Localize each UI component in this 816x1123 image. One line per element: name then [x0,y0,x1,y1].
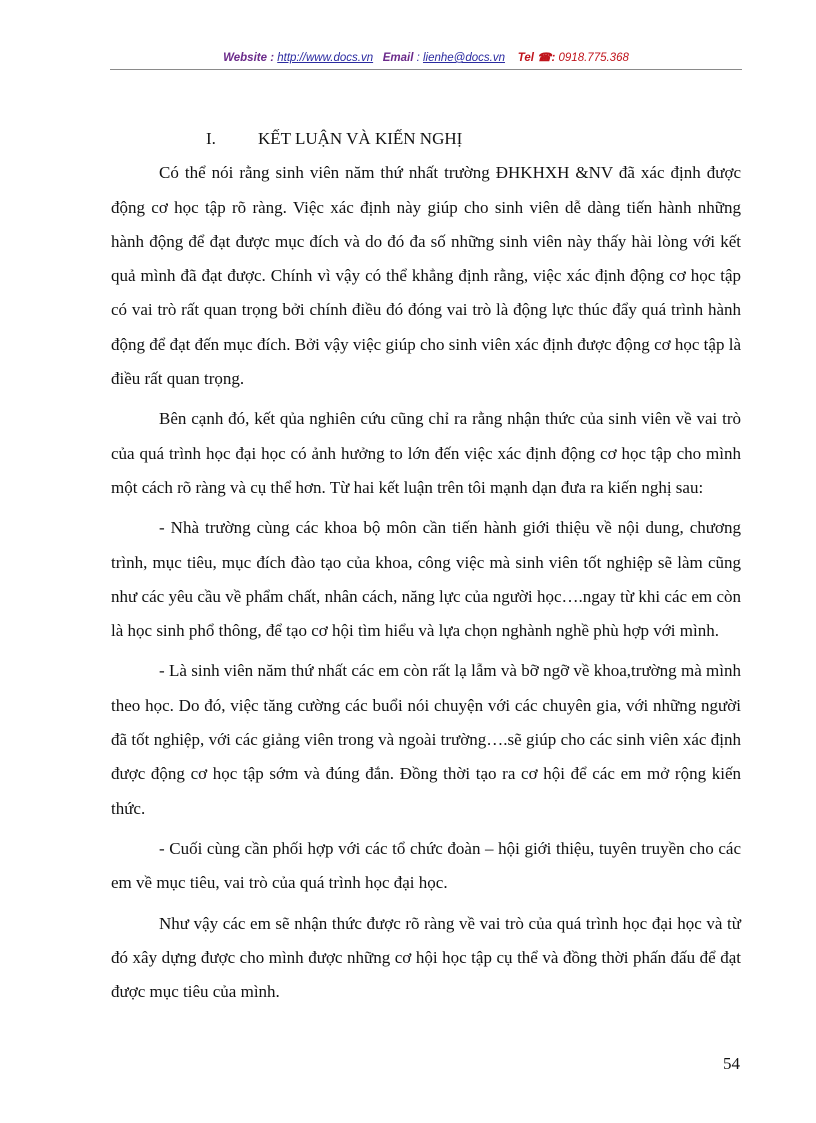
paragraph: - Nhà trường cùng các khoa bộ môn cần tiến hành giới thiệu về nội dung, chương trình, mục tiêu, mục đích đào tạo của khoa, công việc mà sinh viên tốt nghiệp sẽ làm cũng như các yêu cầu về phẩm chất, nhân cách, năng lực của người học….ngay từ khi các em còn là học sinh phổ thông, để tạo cơ hội tìm hiểu và lựa chọn nghành nghề phù hợp với mình. [111,518,741,641]
document-body [111,122,741,1015]
paragraph: Bên cạnh đó, kết qủa nghiên cứu cũng chỉ ra rằng nhận thức của sinh viên về vai trò của quá trình học đại học có ảnh hưởng to lớn đến việc xác định động cơ học tập cho mình một cách rõ ràng và cụ thể hơn. Từ hai kết luận trên tôi mạnh dạn đưa ra kiến nghị sau: [111,409,741,497]
header-divider [110,69,742,70]
page-number: 54 [723,1054,740,1073]
section-heading [111,122,741,156]
paragraph: Có thể nói rằng sinh viên năm thứ nhất trường ĐHKHXH &NV đã xác định được động cơ học tập rõ ràng. Việc xác định này giúp cho sinh viên dễ dàng tiến hành những hành động để đạt được mục đích và do đó đa số những sinh viên này thấy hài lòng với kết quả mình đã đạt được. Chính vì vậy có thể khẳng định rằng, việc xác định động cơ học tập có vai trò rất quan trọng bởi chính điều đó đóng vai trò là động lực thúc đẩy quá trình hành động để đạt đến mục đích. Bởi vậy việc giúp cho sinh viên xác định được động cơ học tập là điều rất quan trọng. [111,163,741,389]
email-link[interactable]: lienhe@docs.vn [422,52,505,64]
section-title: KẾT LUẬN VÀ KIẾN NGHỊ [258,129,463,148]
paragraph: Như vậy các em sẽ nhận thức được rõ ràng về vai trò của quá trình học đại học và từ đó xây dựng được cho mình được những cơ hội học tập cụ thể và đồng thời phấn đấu để đạt được mục tiêu của mình. [111,913,741,1002]
paragraph: - Là sinh viên năm thứ nhất các em còn rất lạ lẫm và bỡ ngỡ về khoa,trường mà mình theo học. Do đó, việc tăng cường các buổi nói chuyện với các chuyên gia, với những người đã tốt nghiệp, với các giảng viên trong và ngoài trường….sẽ giúp cho các sinh viên xác định được động cơ học tập sớm và đúng đắn. Đồng thời tạo ra cơ hội để các em mở rộng kiến thức. [111,661,741,818]
paragraph: - Cuối cùng cần phối hợp với các tổ chức đoàn – hội giới thiệu, tuyên truyền cho các em về mục tiêu, vai trò của quá trình học đại học. [111,838,741,893]
email-label: Email [382,52,414,64]
page-header [110,50,742,64]
website-label: Website : [223,52,275,64]
tel-value: 0918.775.368 [558,52,629,64]
section-number: I. [206,129,216,148]
tel-label: Tel ☎: [517,52,556,64]
email-separator: : [413,52,420,64]
website-link[interactable]: http://www.docs.vn [277,52,374,64]
